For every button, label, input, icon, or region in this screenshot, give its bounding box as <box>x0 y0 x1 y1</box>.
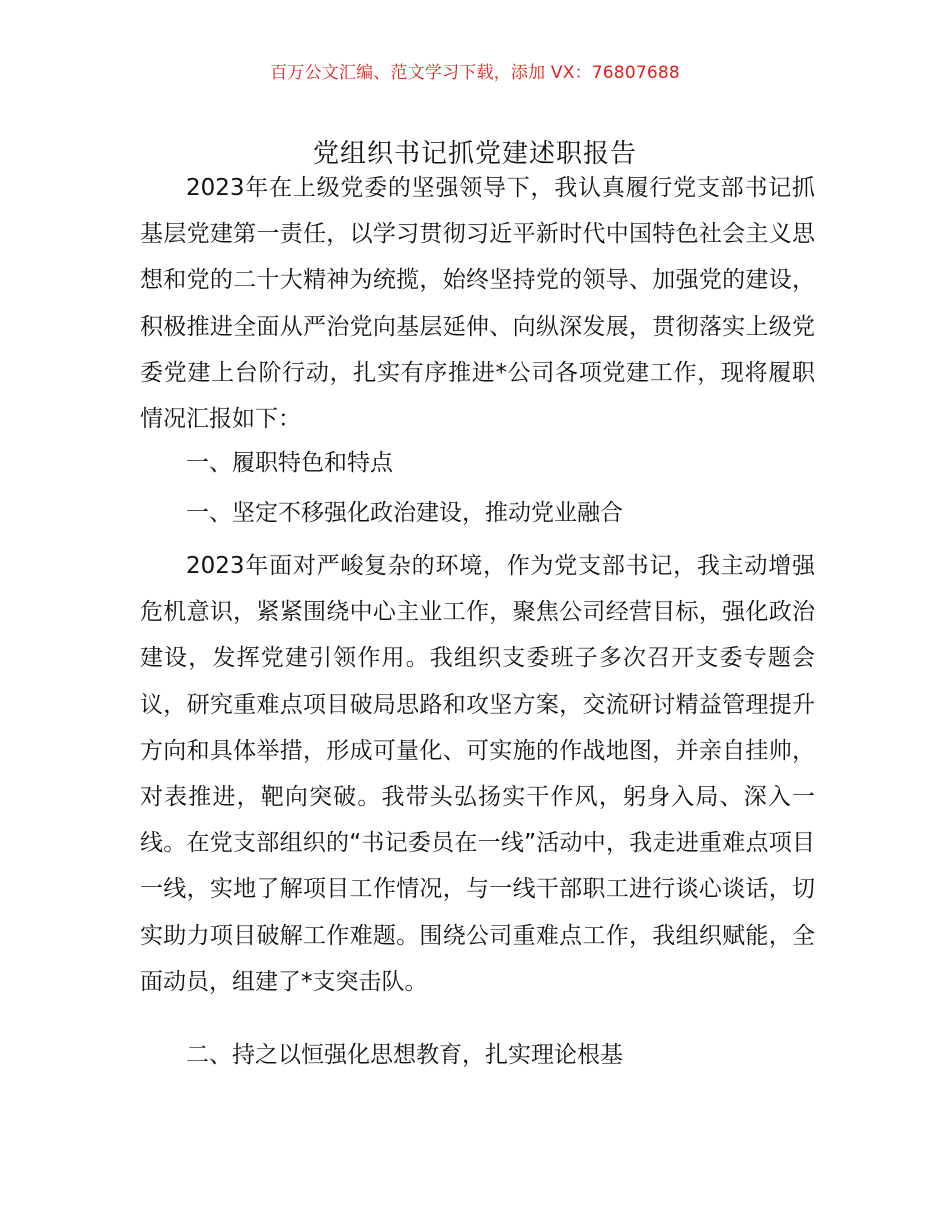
watermark-banner: 百万公文汇编、范文学习下载，添加 VX：76807688 <box>270 63 680 83</box>
section-heading: 一、履职特色和特点 <box>186 450 393 476</box>
intro-paragraph: 2023年在上级党委的坚强领导下，我认真履行党支部书记抓基层党建第一责任，以学习贯彻习近平新时代中国特色社会主义思想和党的二十大精神为统揽，始终坚持党的领导、加强党的建设，积极推进全面从严治党向基层延伸、向纵深发展，贯彻落实上级党委党建上台阶行动，扎实有序推进*公司各项党建工作，现将履职情况汇报如下： <box>140 175 815 433</box>
body-paragraph: 2023年面对严峻复杂的环境，作为党支部书记，我主动增强危机意识，紧紧围绕中心主业工作，聚焦公司经营目标，强化政治建设，发挥党建引领作用。我组织支委班子多次召开支委专题会议，研究重难点项目破局思路和攻坚方案，交流研讨精益管理提升方向和具体举措，形成可量化、可实施的作战地图，并亲自挂帅，对表推进，靶向突破。我带头弘扬实干作风，躬身入局、深入一线。在党支部组织的“书记委员在一线”活动中，我走进重难点项目一线，实地了解项目工作情况，与一线干部职工进行谈心谈话，切实助力项目破解工作难题。围绕公司重难点工作，我组织赋能，全面动员，组建了*支突击队。 <box>140 553 815 995</box>
subheading-political-construction: 一、坚定不移强化政治建设，推动党业融合 <box>186 500 623 526</box>
page-title: 党组织书记抓党建述职报告 <box>312 139 637 170</box>
subheading-ideological-education: 二、持之以恒强化思想教育，扎实理论根基 <box>186 1042 623 1068</box>
